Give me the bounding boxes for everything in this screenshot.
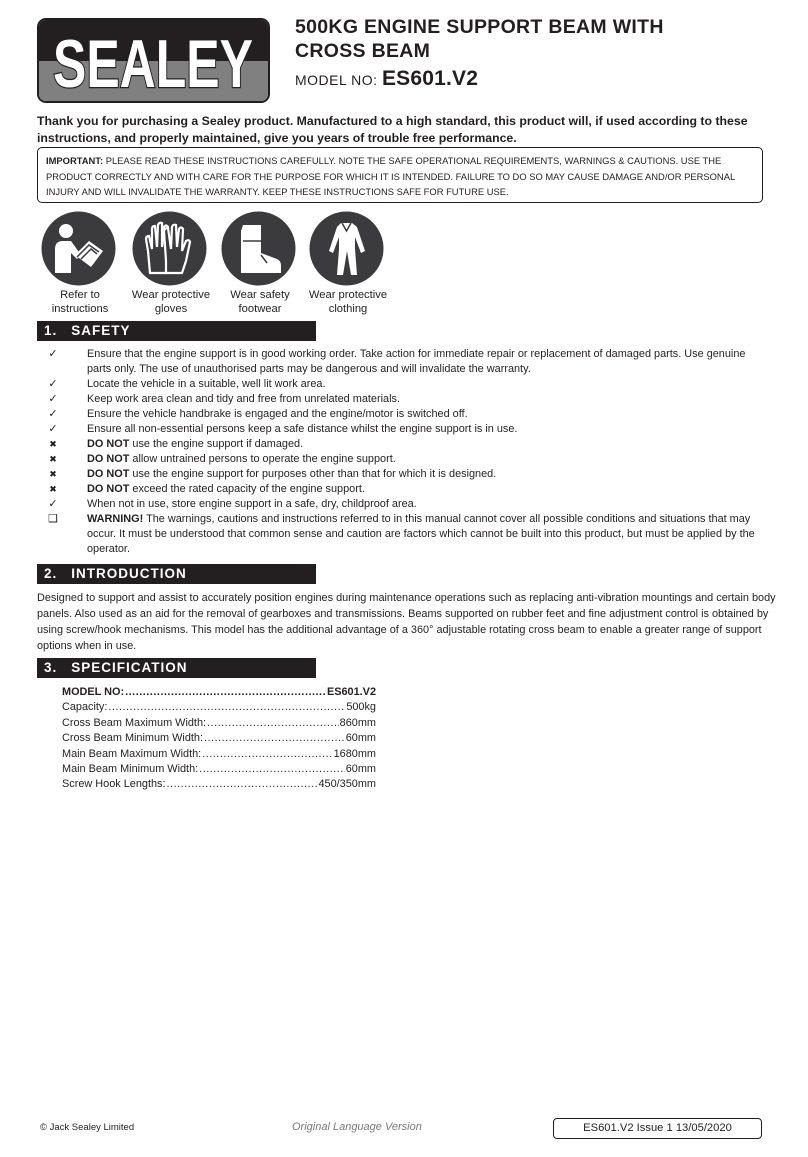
cross-icon: ✖ bbox=[49, 484, 57, 494]
list-item: ✖ DO NOT allow untrained persons to operate the engine support. bbox=[46, 452, 761, 467]
list-item: ✓ Keep work area clean and tidy and free from unrelated materials. bbox=[46, 392, 761, 407]
check-icon: ✓ bbox=[48, 348, 58, 360]
footer-copyright: © Jack Sealey Limited bbox=[40, 1122, 135, 1133]
check-icon: ✓ bbox=[48, 393, 58, 405]
check-icon: ✓ bbox=[48, 498, 58, 510]
section-title: SAFETY bbox=[71, 323, 131, 338]
sealey-logo bbox=[37, 18, 270, 103]
icon-label-line2: footwear bbox=[238, 303, 282, 315]
spec-row: Main Beam Maximum Width: ..... 1680mm bbox=[62, 747, 376, 762]
introduction-text: Designed to support and assist to accurately position engines during maintenance operations such as replacing anti-vibration mountings and certain body panels. Also used as an aid for the removal of gearboxes and transmissions. Beams supported on rubber feet and fine adjustment control is obtained by using screw/hook mechanisms. This model has the additional advantage of a 360° adjustable rotating cross beam to enable a greater range of support options when in use. bbox=[37, 592, 776, 652]
spec-row-model: MODEL NO: ..... ES601.V2 bbox=[62, 685, 376, 700]
section-title: SPECIFICATION bbox=[71, 660, 188, 675]
specification-table bbox=[62, 685, 382, 793]
title-block bbox=[295, 15, 785, 91]
important-notice bbox=[37, 147, 763, 203]
icon-item-gloves bbox=[131, 211, 221, 315]
safety-icons bbox=[40, 211, 400, 321]
cross-icon: ✖ bbox=[49, 454, 57, 464]
list-item: ✖ DO NOT exceed the rated capacity of the engine support. bbox=[46, 482, 761, 497]
list-item: ✓ Ensure all non-essential persons keep a safe distance whilst the engine support is in use. bbox=[46, 422, 761, 437]
important-text: PLEASE READ THESE INSTRUCTIONS CAREFULLY. NOTE THE SAFE OPERATIONAL REQUIREMENTS, WARNINGS & CAUTIONS. USE THE PRODUCT CORRECTLY AND WITH CARE FOR THE PURPOSE FOR WHICH IT IS INTENDED. FAILURE TO DO SO MAY CAUSE DAMAGE AND/OR PERSONAL INJURY AND WILL INVALIDATE THE WARRANTY. KEEP THESE INSTRUCTIONS SAFE FOR FUTURE USE. bbox=[46, 155, 735, 197]
model-number bbox=[295, 67, 785, 91]
check-icon: ✓ bbox=[48, 423, 58, 435]
icon-item-instructions bbox=[40, 211, 130, 315]
spec-row: Cross Beam Minimum Width: ..... 60mm bbox=[62, 731, 376, 746]
icon-item-boots bbox=[220, 211, 310, 315]
spec-row: Cross Beam Maximum Width: ..... 860mm bbox=[62, 716, 376, 731]
spec-row: Main Beam Minimum Width: ..... 60mm bbox=[62, 762, 376, 777]
checkbox-icon: ❑ bbox=[48, 513, 58, 525]
product-title-line2: CROSS BEAM bbox=[295, 40, 431, 62]
list-item: ✓ Ensure the vehicle handbrake is engaged and the engine/motor is switched off. bbox=[46, 407, 761, 422]
spec-row: Screw Hook Lengths: ..... 450/350mm bbox=[62, 777, 376, 792]
check-icon: ✓ bbox=[48, 408, 58, 420]
icon-label-line2: instructions bbox=[51, 303, 109, 315]
list-item: ✓ Ensure that the engine support is in good working order. Take action for immediate repair or replacement of damaged parts. Use genuine parts only. The use of unauthorised parts may be dangerous and will invalidate the warranty. bbox=[46, 347, 761, 377]
section-number: 2. bbox=[44, 566, 58, 581]
important-label: IMPORTANT: bbox=[46, 155, 104, 166]
footer-language: Original Language Version bbox=[292, 1121, 422, 1133]
list-item: ✓ Locate the vehicle in a suitable, well lit work area. bbox=[46, 377, 761, 392]
product-title-line1: 500KG ENGINE SUPPORT BEAM WITH bbox=[295, 16, 664, 38]
section-header-introduction bbox=[37, 564, 316, 584]
section-header-safety bbox=[37, 321, 316, 341]
instructions-icon bbox=[41, 211, 116, 286]
icon-item-overalls bbox=[308, 211, 398, 315]
icon-label-line2: clothing bbox=[328, 303, 368, 315]
overalls-icon bbox=[309, 211, 384, 286]
icon-label-line1: Wear protective bbox=[131, 289, 211, 301]
model-prefix: MODEL NO: bbox=[295, 72, 378, 88]
list-item: ✓ When not in use, store engine support in a safe, dry, childproof area. bbox=[46, 497, 761, 512]
section-title: INTRODUCTION bbox=[71, 566, 187, 581]
list-item: ❑ WARNING! The warnings, cautions and instructions referred to in this manual cannot cover all possible conditions and situations that may occur. It must be understood that common sense and caution are factors which cannot be built into this product, but must be applied by the operator. bbox=[46, 512, 761, 557]
spec-row: Capacity: ..... 500kg bbox=[62, 700, 376, 715]
check-icon: ✓ bbox=[48, 378, 58, 390]
boots-icon bbox=[221, 211, 296, 286]
list-item: ✖ DO NOT use the engine support for purposes other than that for which it is designed. bbox=[46, 467, 761, 482]
icon-label-line1: Wear protective bbox=[308, 289, 388, 301]
icon-label-line2: gloves bbox=[154, 303, 188, 315]
cross-icon: ✖ bbox=[49, 469, 57, 479]
list-item: ✖ DO NOT use the engine support if damaged. bbox=[46, 437, 761, 452]
icon-label-line1: Wear safety bbox=[230, 289, 290, 301]
logo-text: SEALEY bbox=[53, 26, 253, 101]
section-header-specification bbox=[37, 658, 316, 678]
icon-label-line1: Refer to bbox=[60, 289, 100, 301]
section-number: 3. bbox=[44, 660, 58, 675]
model-value: ES601.V2 bbox=[381, 67, 479, 90]
gloves-icon bbox=[132, 211, 207, 286]
footer-issue: ES601.V2 Issue 1 13/05/2020 bbox=[553, 1118, 762, 1139]
safety-list bbox=[46, 347, 761, 557]
thank-you-text: Thank you for purchasing a Sealey product. Manufactured to a high standard, this product will, if used according to these instructions, and properly maintained, give you years of trouble free performance. bbox=[37, 114, 748, 145]
section-number: 1. bbox=[44, 323, 58, 338]
cross-icon: ✖ bbox=[49, 439, 57, 449]
